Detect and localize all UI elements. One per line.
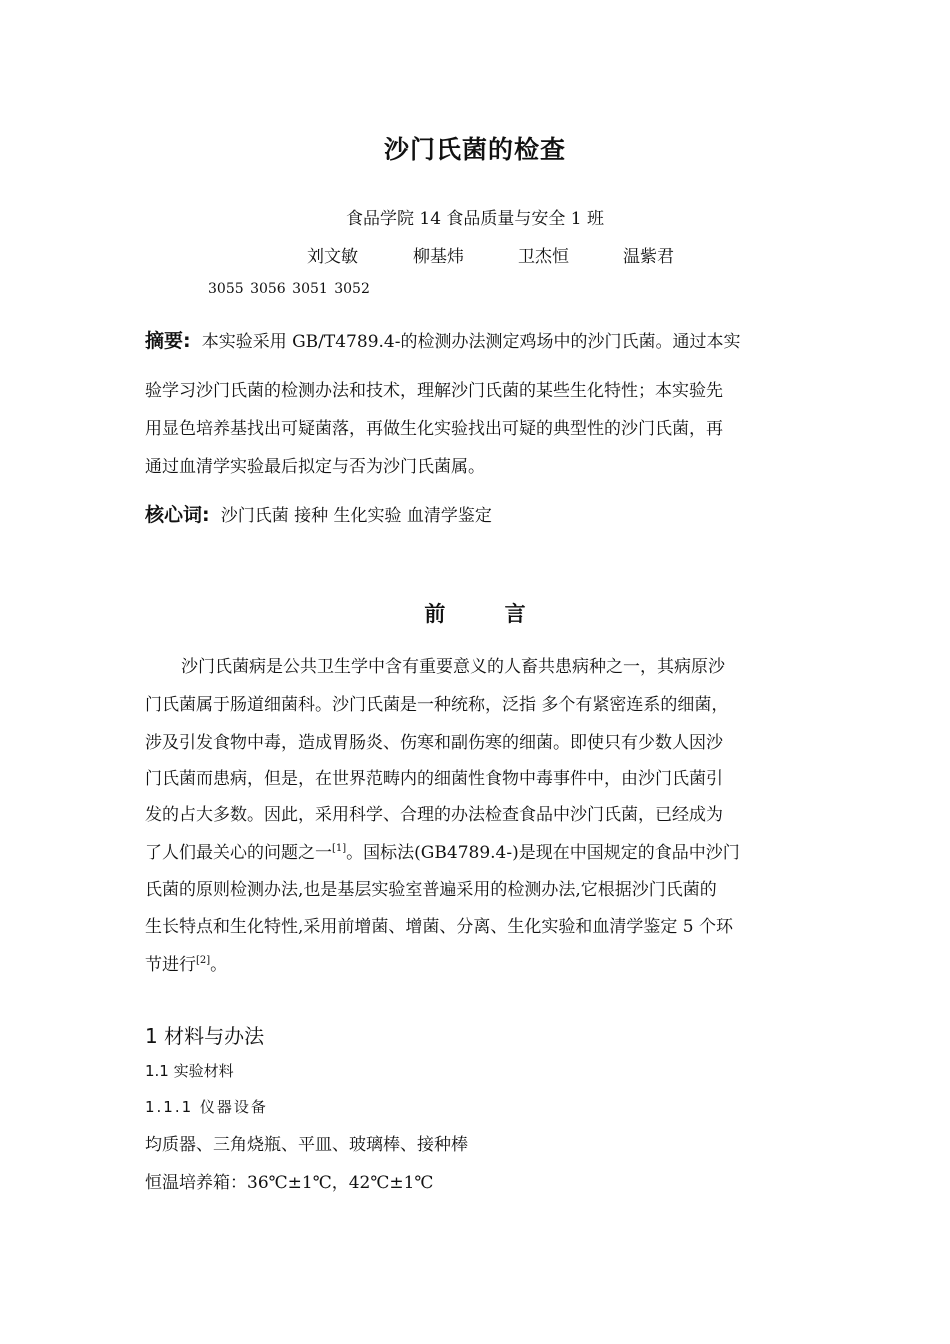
affiliation: 食品学院 14 食品质量与安全 1 班: [345, 209, 605, 229]
abstract-label: 摘要:: [145, 330, 191, 352]
heading-char: 前: [424, 602, 446, 626]
keywords-label: 核心词:: [145, 504, 210, 526]
paragraph-line: [145, 838, 740, 863]
paragraph-line: [145, 950, 227, 975]
keywords-line: [145, 500, 492, 527]
abstract-text: 用显色培养基找出可疑菌落，再做生化实验找出可疑的典型性的沙门氏菌，再: [145, 419, 723, 439]
paragraph-line: 氏菌的原则检测办法,也是基层实验室普遍采用的检测办法,它根据沙门氏菌的: [145, 880, 717, 900]
author-name: 卫杰恒: [518, 247, 569, 267]
author-name: 温紫君: [623, 247, 674, 267]
heading-char: 言: [504, 602, 526, 626]
citation-ref: [1]: [332, 843, 347, 854]
paragraph-line: 生长特点和生化特性,采用前增菌、增菌、分离、生化实验和血清学鉴定 5 个环: [145, 917, 734, 937]
student-ids: 3055 3056 3051 3052: [208, 281, 370, 297]
section-heading: 1 材料与办法: [145, 1024, 265, 1048]
paragraph-line: 沙门氏菌病是公共卫生学中含有重要意义的人畜共患病种之一，其病原沙: [181, 657, 725, 677]
paragraph-line: 均质器、三角烧瓶、平皿、玻璃棒、接种棒: [145, 1135, 468, 1155]
paragraph-line: 门氏菌属于肠道细菌科。沙门氏菌是一种统称，泛指 多个有紧密连系的细菌，: [145, 695, 729, 715]
paragraph-line: 涉及引发食物中毒，造成胃肠炎、伤寒和副伤寒的细菌。即使只有少数人因沙: [145, 733, 723, 753]
section-heading-preface: [0, 598, 950, 628]
text-segment: 了人们最关心的问题之一: [145, 843, 332, 863]
abstract-first-line: [145, 326, 740, 353]
abstract-text: 本实验采用 GB/T4789.4-的检测办法测定鸡场中的沙门氏菌。通过本实: [201, 332, 741, 352]
author-name: 刘文敏: [307, 247, 358, 267]
paragraph-line: 恒温培养箱：36℃±1℃，42℃±1℃: [145, 1173, 434, 1193]
keywords-text: 沙门氏菌 接种 生化实验 血清学鉴定: [220, 506, 492, 526]
document-title: 沙门氏菌的检查: [383, 135, 566, 164]
subsection-heading: 1.1 实验材料: [145, 1062, 234, 1080]
author-name: 柳基炜: [413, 247, 464, 267]
text-segment: 。: [210, 955, 228, 975]
abstract-text: 通过血清学实验最后拟定与否为沙门氏菌属。: [145, 457, 485, 477]
text-segment: 节进行: [145, 955, 196, 975]
citation-ref: [2]: [196, 955, 211, 966]
text-segment: 。国标法(GB4789.4-)是现在中国规定的食品中沙门: [346, 843, 740, 863]
subsubsection-heading: 1.1.1 仪器设备: [145, 1098, 268, 1116]
paragraph-line: 发的占大多数。因此，采用科学、合理的办法检查食品中沙门氏菌，已经成为: [145, 805, 723, 825]
abstract-text: 验学习沙门氏菌的检测办法和技术，理解沙门氏菌的某些生化特性；本实验先: [145, 381, 723, 401]
paragraph-line: 门氏菌而患病，但是，在世界范畴内的细菌性食物中毒事件中，由沙门氏菌引: [145, 769, 723, 789]
